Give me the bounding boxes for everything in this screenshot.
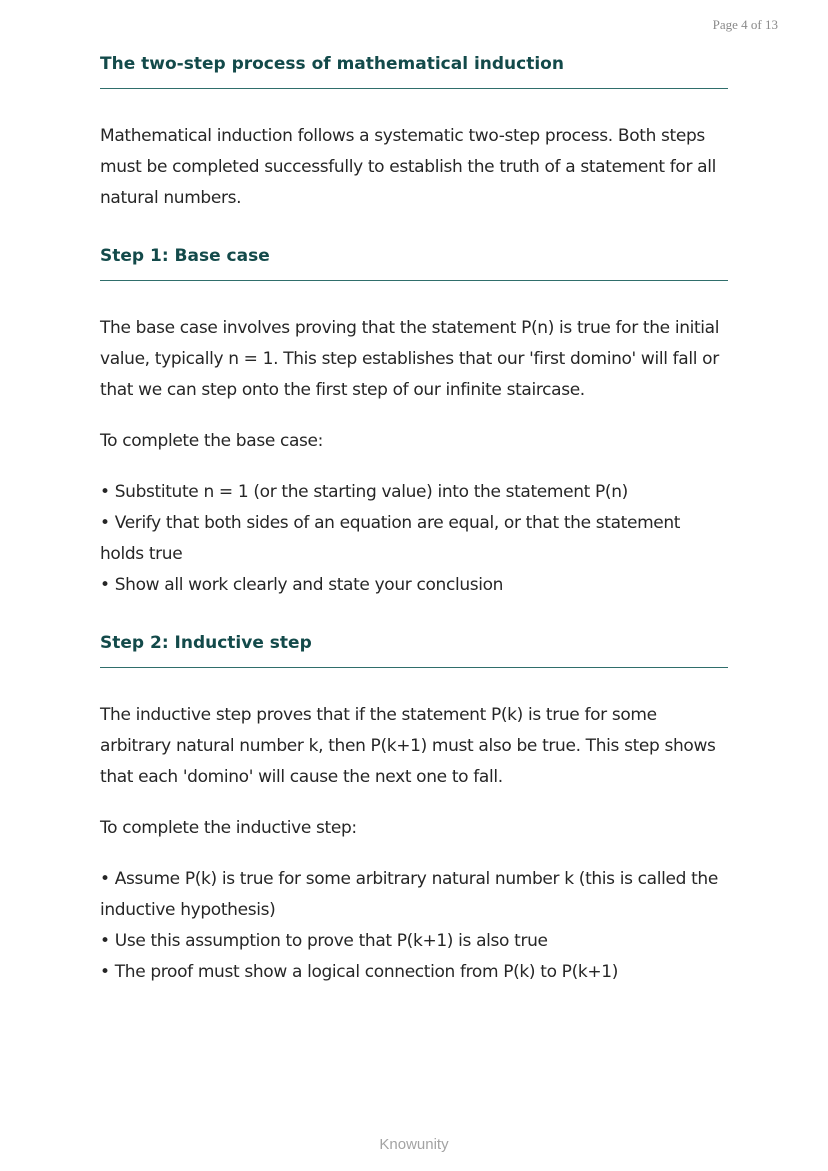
step2-bullet-list [100, 864, 728, 988]
document-body [100, 50, 728, 988]
list-item: • Show all work clearly and state your conclusion [100, 575, 504, 595]
step2-heading: Step 2: Inductive step [100, 633, 312, 653]
section-heading: The two-step process of mathematical induction [100, 54, 564, 74]
page-number: Page 4 of 13 [712, 17, 778, 32]
list-item: • Use this assumption to prove that P(k+1) is also true [100, 931, 548, 951]
list-item: • Assume P(k) is true for some arbitrary natural number k (this is called the inductive hypothesis) [100, 869, 718, 920]
step2-lead: To complete the inductive step: [100, 818, 357, 838]
heading-divider [100, 88, 728, 89]
step1-paragraph: The base case involves proving that the statement P(n) is true for the initial value, typically n = 1. This step establishes that our 'first domino' will fall or that we can step onto the first step of our infinite staircase. [100, 318, 720, 400]
step1-divider [100, 280, 728, 281]
footer-brand: Knowunity [379, 1136, 449, 1153]
step1-bullet-list [100, 477, 728, 601]
step1-lead: To complete the base case: [100, 431, 324, 451]
list-item: • Verify that both sides of an equation are equal, or that the statement holds true [100, 513, 681, 564]
step1-heading: Step 1: Base case [100, 246, 270, 266]
list-item: • The proof must show a logical connection from P(k) to P(k+1) [100, 962, 618, 982]
intro-paragraph: Mathematical induction follows a systematic two-step process. Both steps must be completed successfully to establish the truth of a statement for all natural numbers. [100, 126, 716, 208]
list-item: • Substitute n = 1 (or the starting value) into the statement P(n) [100, 482, 628, 502]
step2-paragraph: The inductive step proves that if the statement P(k) is true for some arbitrary natural number k, then P(k+1) must also be true. This step shows that each 'domino' will cause the next one to fall. [100, 705, 716, 787]
step2-divider [100, 667, 728, 668]
